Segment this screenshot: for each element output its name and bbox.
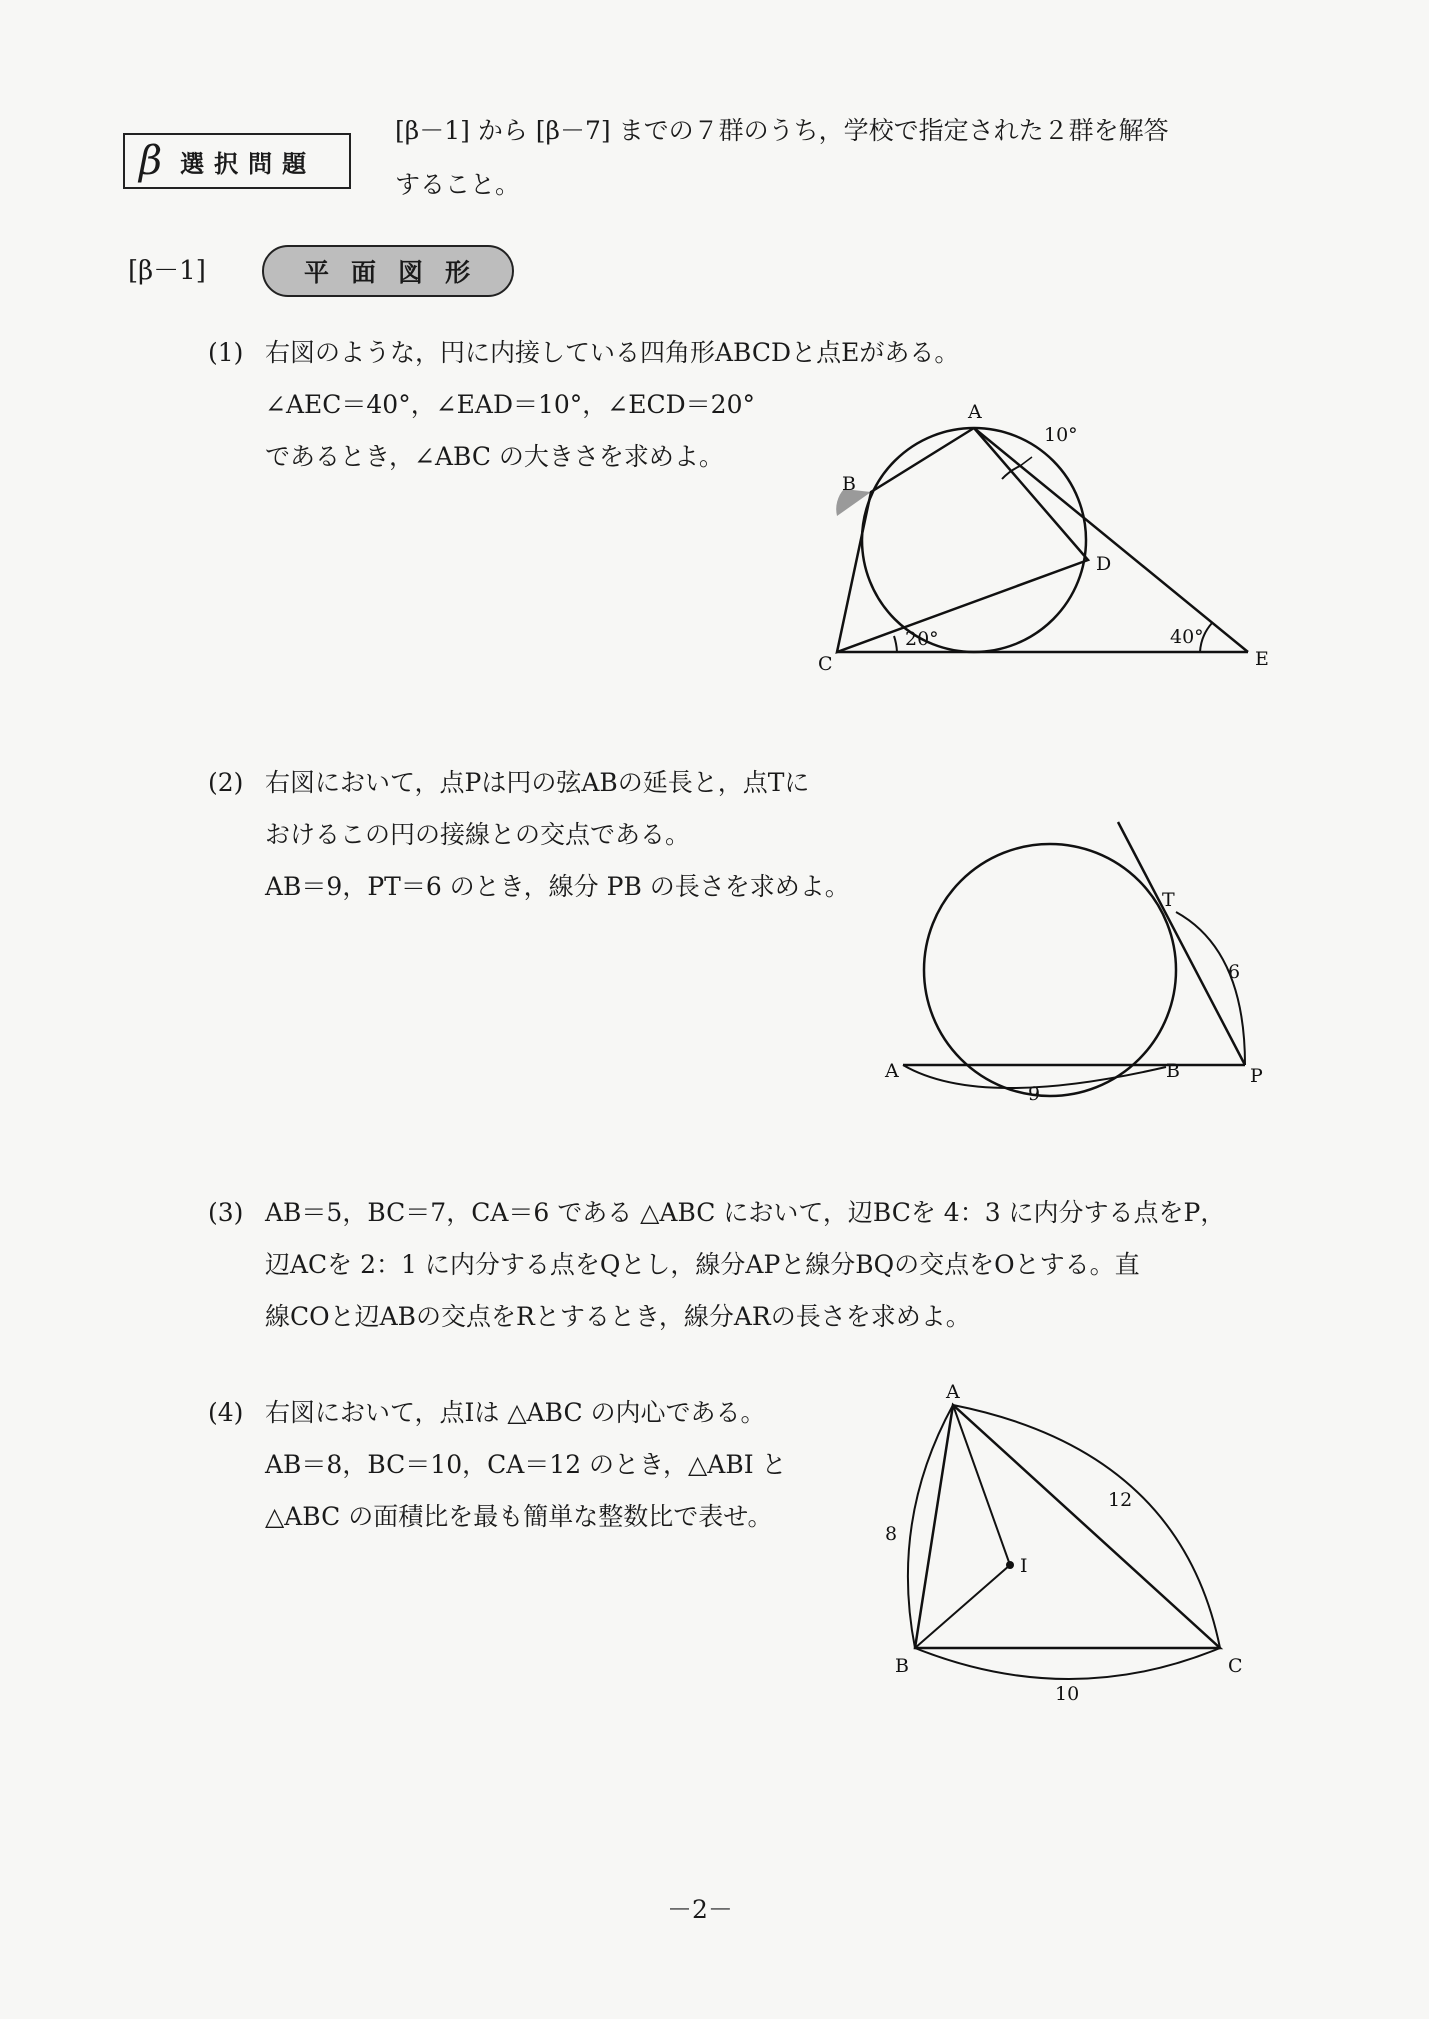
figure-label: D — [1096, 553, 1112, 575]
figure-label: A — [885, 1060, 899, 1082]
figure-label: B — [895, 1655, 909, 1677]
angle-label: 20° — [905, 628, 939, 650]
problem-text-line: 右図において，点Pは円の弦ABの延長と，点Tに — [265, 768, 810, 797]
figure-label: B — [842, 473, 856, 495]
section-heading-label: 選択問題 — [180, 149, 317, 178]
problem-text-line: △ABC の面積比を最も簡単な整数比で表せ。 — [265, 1502, 773, 1531]
figure-label: E — [1255, 648, 1269, 670]
problem-text-line: 右図において，点Iは △ABC の内心である。 — [265, 1398, 766, 1427]
length-label: 10 — [1055, 1683, 1080, 1705]
length-label: 6 — [1228, 961, 1241, 983]
problem-text-line: AB＝8，BC＝10，CA＝12 のとき，△ABI と — [265, 1450, 787, 1479]
instruction-line-1: [β－1] から [β－7] までの７群のうち，学校で指定された２群を解答 — [395, 116, 1169, 145]
beta-symbol: β — [139, 138, 163, 184]
problem-number: (1) — [208, 338, 244, 367]
figure-label: T — [1162, 889, 1175, 911]
figure-label: I — [1020, 1555, 1028, 1577]
topic-pill: 平面図形 — [262, 245, 514, 297]
problem-number: (3) — [208, 1198, 244, 1227]
length-label: 12 — [1108, 1489, 1133, 1511]
figure-cyclic-quadrilateral — [780, 400, 1300, 680]
problem-text-line: であるとき，∠ABC の大きさを求めよ。 — [265, 442, 724, 471]
section-tag: [β－1] — [128, 256, 206, 286]
length-label: 9 — [1028, 1083, 1041, 1105]
problem-text-line: AB＝9，PT＝6 のとき，線分 PB の長さを求めよ。 — [265, 872, 850, 901]
instruction-line-2: すること。 — [395, 170, 521, 199]
figure-tangent-secant — [880, 820, 1300, 1120]
angle-label: 10° — [1044, 424, 1078, 446]
problem-text-line: 右図のような，円に内接している四角形ABCDと点Eがある。 — [265, 338, 960, 367]
page-number: －2－ — [667, 1895, 733, 1924]
length-label: 8 — [885, 1523, 898, 1545]
problem-text-line: 線COと辺ABの交点をRとするとき，線分ARの長さを求めよ。 — [265, 1302, 971, 1331]
figure-label: B — [1166, 1060, 1180, 1082]
problem-text-line: 辺ACを 2：1 に内分する点をQとし，線分APと線分BQの交点をOとする。直 — [265, 1250, 1140, 1279]
figure-label: P — [1250, 1065, 1263, 1087]
figure-label: C — [818, 653, 833, 675]
section-heading-box — [123, 133, 351, 189]
angle-label: 40° — [1170, 626, 1204, 648]
figure-label: A — [946, 1381, 960, 1403]
figure-label: A — [968, 401, 982, 423]
problem-text-line: AB＝5，BC＝7，CA＝6 である △ABC において，辺BCを 4：3 に内分する点をP， — [265, 1198, 1226, 1227]
figure-incenter-triangle — [880, 1381, 1260, 1720]
problem-text-line: ∠AEC＝40°，∠EAD＝10°，∠ECD＝20° — [265, 390, 755, 419]
problem-number: (2) — [208, 768, 244, 797]
problem-number: (4) — [208, 1398, 244, 1427]
figure-label: C — [1228, 1655, 1243, 1677]
problem-text-line: おけるこの円の接線との交点である。 — [265, 820, 691, 849]
